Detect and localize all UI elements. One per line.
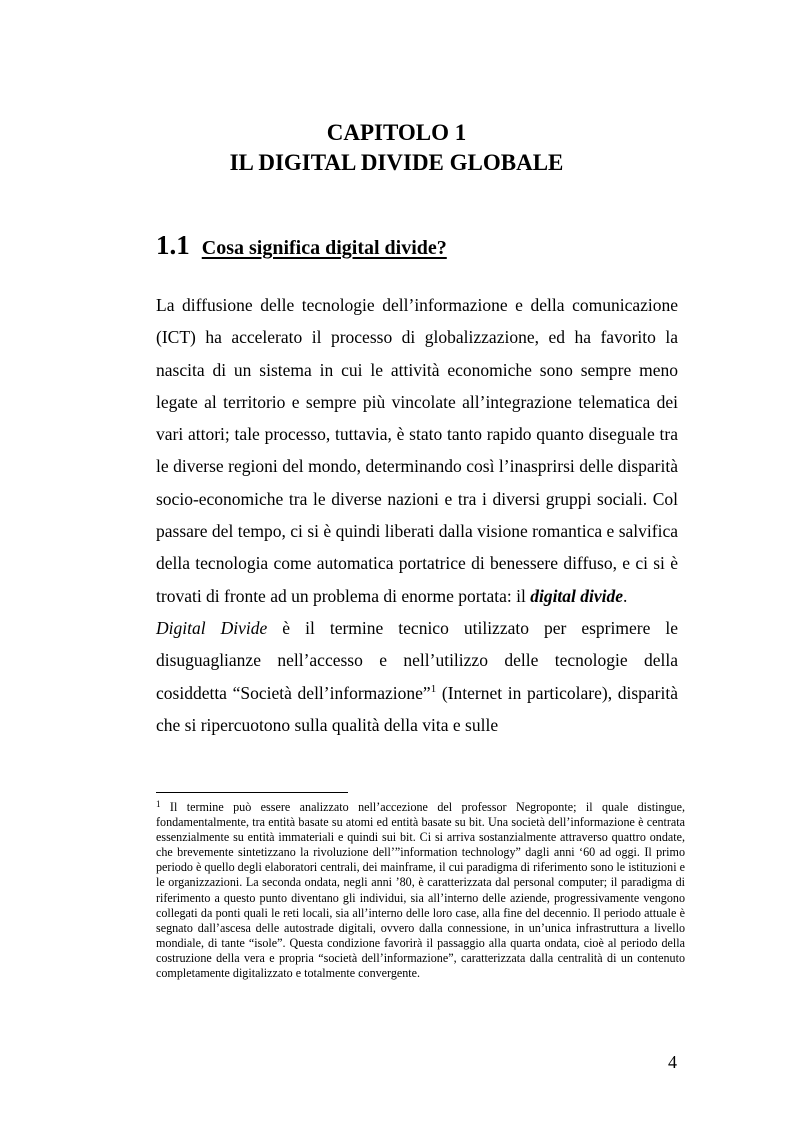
footnote-separator <box>156 792 348 793</box>
digital-divide-emphasis: digital divide <box>530 585 624 606</box>
paragraph-1-end: . <box>623 585 628 606</box>
paragraph-1 <box>156 289 678 612</box>
footnote-1 <box>156 800 685 981</box>
paragraph-2-text: è il termine tecnico utilizzato per esprimere le disuguaglianze nell’accesso e nell’utilizzo delle tecnologie della cosiddetta “Società dell’informazione” <box>156 617 679 703</box>
paragraph-2-text-after: (Internet in particolare), disparità che si ripercuotono sulla qualità della vita e sulle <box>156 682 678 735</box>
footnote <box>156 800 685 981</box>
paragraph-1-text: La diffusione delle tecnologie dell’informazione e della comunicazione (ICT) ha accelerato il processo di globalizzazione, ed ha favorito la nascita di un sistema in cui le attività economiche sono sempre meno legate al territorio e sempre più vincolate all’integrazione telematica dei vari attori; tale processo, tuttavia, è stato tanto rapido quanto diseguale tra le diverse regioni del mondo, determinando così l’inasprirsi delle disparità socio-economiche tra le diverse nazioni e tra i diversi gruppi sociali. Col passare del tempo, ci si è quindi liberati dalla visione romantica e salvifica della tecnologia come automatica portatrice di benessere diffuso, e ci si è trovati di fronte ad un problema di enorme portata: il <box>156 295 678 606</box>
chapter-heading <box>0 118 793 178</box>
section-number: 1.1 <box>156 230 190 260</box>
paragraph-2 <box>156 612 678 741</box>
footnote-text: Il termine può essere analizzato nell’accezione del professor Negroponte; il quale distingue, fondamentalmente, tra entità basate su atomi ed entità basate su bit. Una società dell’informazione è centrata essenzialmente su entità immateriali e quindi sui bit. Ci si arriva sostanzialmente attraverso quattro ondate, che brevemente sintetizzano la rivoluzione dell’”information technology” dagli anni ‘60 ad oggi. Il primo periodo è quello degli elaboratori centrali, dei mainframe, il cui paradigma di riferimento sono le istituzioni e le organizzazioni. La seconda ondata, negli anni ’80, è caratterizzata dal personal computer; il paradigma di riferimento a questo punto diventano gli individui, sia all’interno delle aziende, progressivamente vengono collegati da ponti quali le reti locali, sia all’interno delle loro case, alla fine del decennio. Il periodo attuale è segnato dall’ascesa delle autostrade digitali, ovvero dalla connessione, in un’unica infrastruttura a livello mondiale, di tante “isole”. Questa condizione favorirà il passaggio alla quarta ondata, cioè al periodo della costruzione della vera e propria “società dell’informazione”, caratterizzata dalla centralità di un contenuto completamente digitalizzato e totalmente convergente. <box>156 800 685 981</box>
footnote-reference[interactable]: 1 <box>430 682 437 695</box>
chapter-label: CAPITOLO 1 <box>326 120 467 145</box>
page-number: 4 <box>668 1052 677 1072</box>
digital-divide-term: Digital Divide <box>156 617 268 638</box>
section-title: Cosa significa digital divide? <box>201 237 447 259</box>
chapter-title: IL DIGITAL DIVIDE GLOBALE <box>229 150 564 175</box>
body-text <box>156 289 678 741</box>
footnote-marker: 1 <box>156 799 161 809</box>
section-heading <box>156 230 447 261</box>
